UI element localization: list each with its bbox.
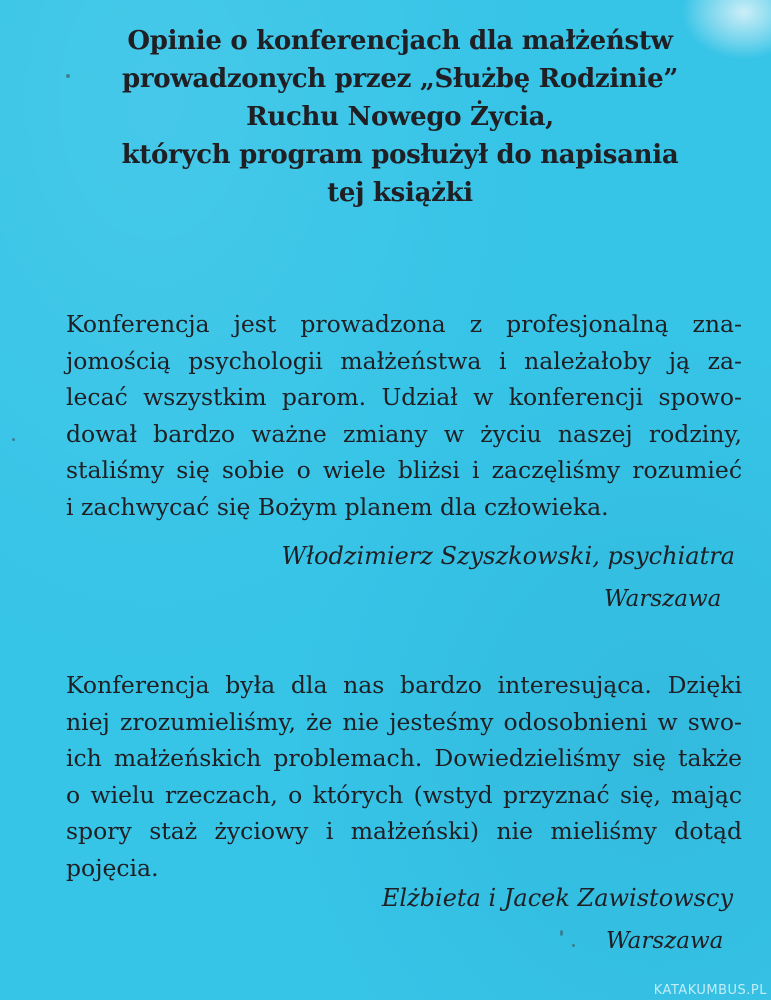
- watermark: KATAKUMBUS.PL: [653, 983, 767, 998]
- opinion-2-text: [66, 667, 742, 886]
- opinion-1-author: Włodzimierz Szyszkowski, psychiatra: [281, 542, 735, 570]
- title-line: Ruchu Nowego Życia,: [246, 102, 554, 132]
- paper-speck: [560, 930, 563, 936]
- opinion-line: Konferencja była dla nas bardzo interesująca. Dzięki: [66, 671, 742, 699]
- title-line: prowadzonych przez „Służbę Rodzinie”: [122, 64, 678, 94]
- opinion-line: Konferencja jest prowadzona z profesjonalną zna-: [66, 310, 742, 338]
- opinion-line: niej zrozumieliśmy, że nie jesteśmy odosobnieni w swo-: [66, 707, 742, 736]
- title-line: których program posłużył do napisania: [121, 140, 679, 170]
- opinion-line: jomością psychologii małżeństwa i należałoby ją za-: [66, 346, 742, 375]
- opinion-line: lecać wszystkim parom. Udział w konferencji spowo-: [66, 383, 742, 411]
- paper-speck: [66, 74, 70, 78]
- title-line: tej książki: [327, 178, 473, 208]
- opinion-line: i zachwycać się Bożym planem dla człowieka.: [66, 492, 609, 521]
- page-title: [80, 22, 720, 212]
- opinion-2-place: Warszawa: [606, 928, 724, 954]
- opinion-1-place: Warszawa: [604, 586, 722, 612]
- opinion-line: o wielu rzeczach, o których (wstyd przyznać się, mając: [66, 780, 742, 809]
- opinion-2-author: Elżbieta i Jacek Zawistowscy: [381, 884, 733, 912]
- paper-speck: [12, 438, 15, 441]
- opinion-line: ich małżeńskich problemach. Dowiedzieliśmy się także: [66, 744, 742, 772]
- opinion-line: pojęcia.: [66, 853, 159, 882]
- title-line: Opinie o konferencjach dla małżeństw: [127, 26, 673, 56]
- paper-speck: [572, 944, 575, 947]
- opinion-line: staliśmy się sobie o wiele bliżsi i zaczęliśmy rozumieć: [66, 456, 742, 484]
- opinion-line: spory staż życiowy i małżeński) nie mieliśmy dotąd: [66, 817, 742, 845]
- opinion-1-text: [66, 306, 742, 525]
- opinion-line: dował bardzo ważne zmiany w życiu naszej rodziny,: [66, 419, 742, 448]
